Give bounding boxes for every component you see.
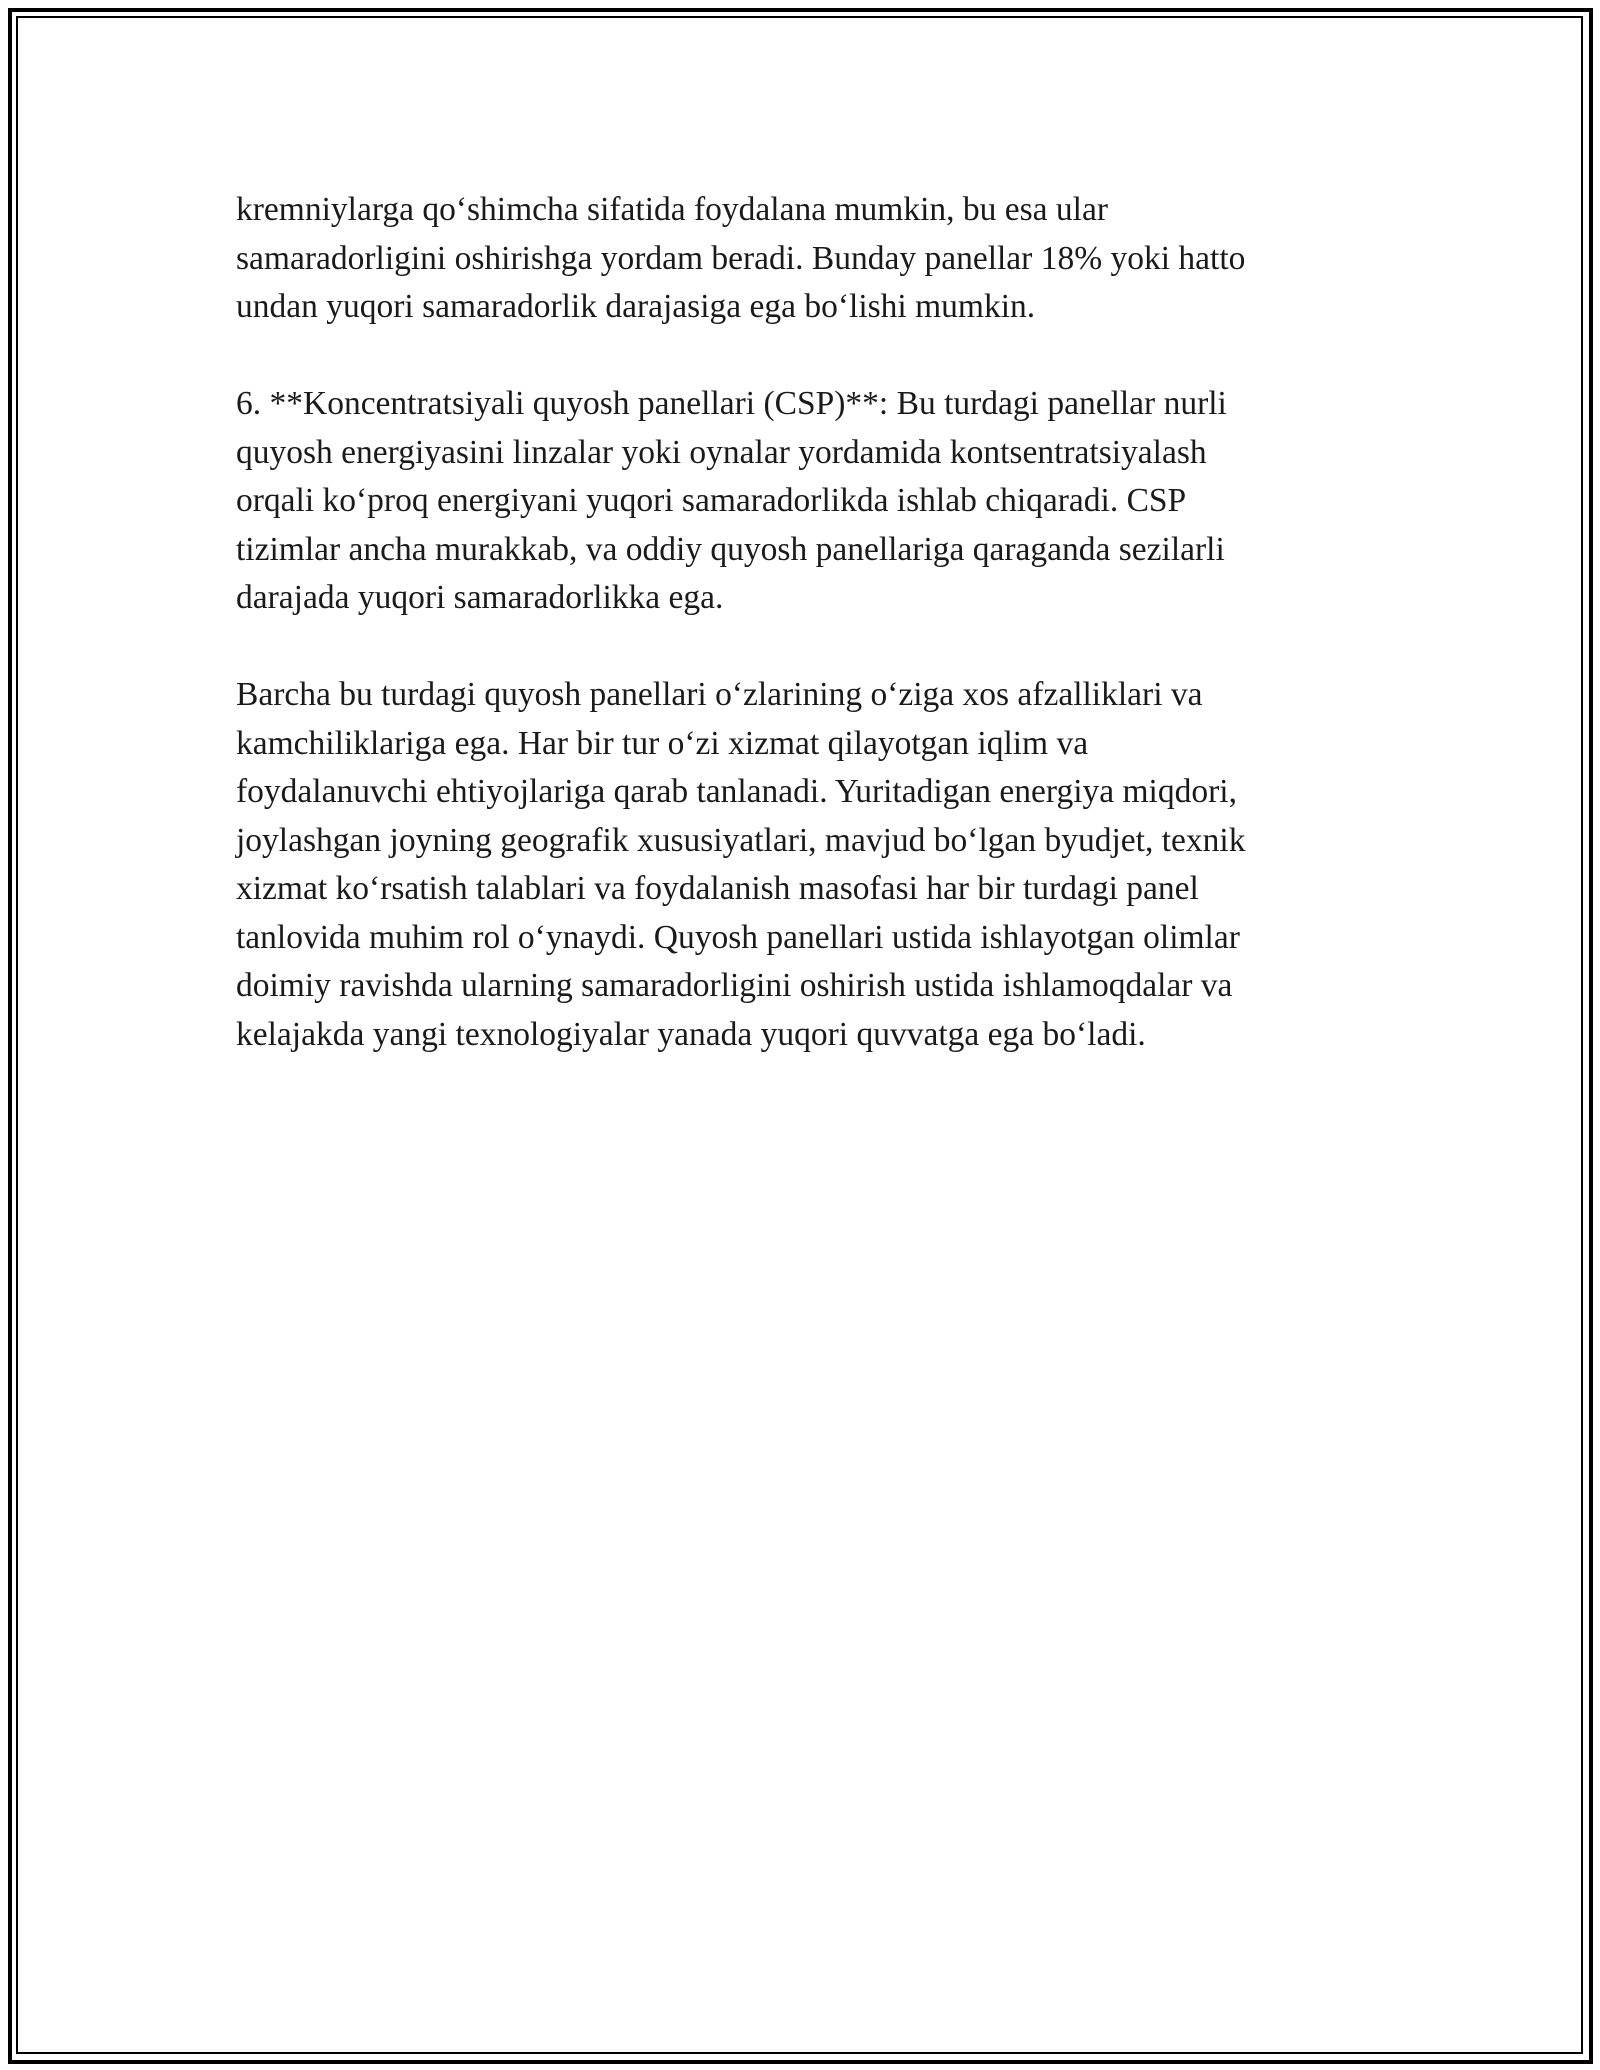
text-line: samaradorligini oshirishga yordam beradi. Bunday panellar 18% yoki hatto xyxy=(236,239,1246,277)
text-line: xizmat ko‘rsatish talablari va foydalanish masofasi har bir turdagi panel xyxy=(236,870,1199,907)
text-line: Barcha bu turdagi quyosh panellari o‘zlarining o‘ziga xos afzalliklari va xyxy=(236,676,1203,713)
text-line: tanlovida muhim rol o‘ynaydi. Quyosh panellari ustida ishlayotgan olimlar xyxy=(236,918,1240,956)
text-line: orqali ko‘proq energiyani yuqori samaradorlikda ishlab chiqaradi. CSP xyxy=(236,482,1187,519)
text-line: 6. **Koncentratsiyali quyosh panellari (CSP)**: Bu turdagi panellar nurli xyxy=(236,385,1227,422)
text-line: undan yuqori samaradorlik darajasiga ega bo‘lishi mumkin. xyxy=(236,288,1036,325)
text-line: kamchiliklariga ega. Har bir tur o‘zi xizmat qilayotgan iqlim va xyxy=(236,724,1089,762)
text-line: joylashgan joyning geografik xususiyatlari, mavjud bo‘lgan byudjet, texnik xyxy=(236,821,1246,859)
paragraph-conclusion xyxy=(236,671,1366,1059)
paragraph-silicon-panels xyxy=(236,186,1366,332)
text-line: kelajakda yangi texnologiyalar yanada yuqori quvvatga ega bo‘ladi. xyxy=(236,1015,1146,1053)
text-line: kremniylarga qo‘shimcha sifatida foydalana mumkin, bu esa ular xyxy=(236,191,1108,228)
document-body xyxy=(236,186,1366,1108)
text-line: foydalanuvchi ehtiyojlariga qarab tanlanadi. Yuritadigan energiya miqdori, xyxy=(236,773,1237,810)
paragraph-csp-panels xyxy=(236,380,1366,623)
text-line: doimiy ravishda ularning samaradorligini oshirish ustida ishlamoqdalar va xyxy=(236,967,1233,1004)
text-line: darajada yuqori samaradorlikka ega. xyxy=(236,579,724,616)
text-line: tizimlar ancha murakkab, va oddiy quyosh panellariga qaraganda sezilarli xyxy=(236,530,1225,568)
text-line: quyosh energiyasini linzalar yoki oynalar yordamida kontsentratsiyalash xyxy=(236,433,1207,471)
